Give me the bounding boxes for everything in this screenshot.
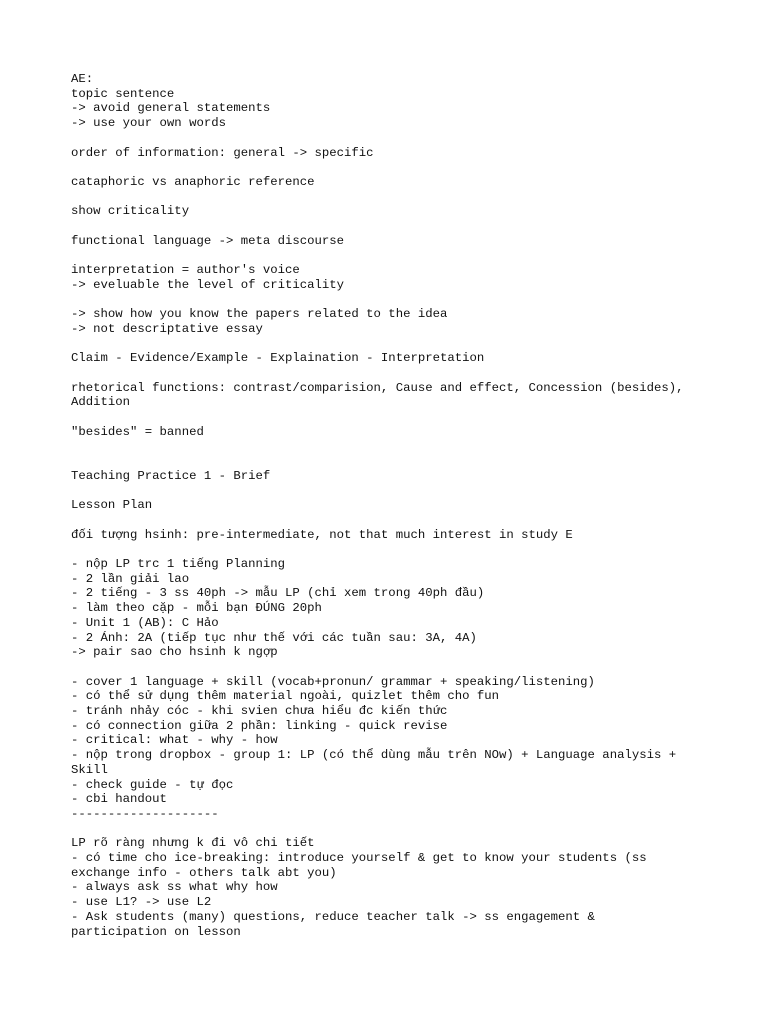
text-line: rhetorical functions: contrast/comparision, Cause and effect, Concession (besides), bbox=[71, 380, 684, 395]
blank-line bbox=[71, 513, 711, 528]
blank-line bbox=[71, 160, 711, 175]
blank-line bbox=[71, 337, 711, 352]
text-line: Addition bbox=[71, 395, 131, 410]
blank-line bbox=[71, 542, 711, 557]
text-line: order of information: general -> specific bbox=[71, 145, 374, 160]
blank-line bbox=[71, 822, 711, 837]
list-item: Skill bbox=[71, 762, 108, 777]
list-item: - use L1? -> use L2 bbox=[71, 895, 212, 910]
text-line: topic sentence bbox=[71, 86, 175, 101]
list-item: exchange info - others talk abt you) bbox=[71, 865, 337, 880]
list-item: - có connection giữa 2 phần: linking - quick revise bbox=[71, 718, 448, 733]
text-line: "besides" = banned bbox=[71, 424, 204, 439]
blank-line bbox=[71, 190, 711, 205]
text-line: Claim - Evidence/Example - Explaination - Interpretation bbox=[71, 351, 485, 366]
list-item: -> pair sao cho hsinh k ngợp bbox=[71, 645, 278, 660]
list-item: - Ask students (many) questions, reduce teacher talk -> ss engagement & bbox=[71, 909, 595, 924]
text-line: -> show how you know the papers related to the idea bbox=[71, 307, 448, 322]
blank-line bbox=[71, 484, 711, 499]
list-item: - 2 tiếng - 3 ss 40ph -> mẫu LP (chỉ xem trong 40ph đầu) bbox=[71, 586, 485, 601]
text-line: interpretation = author's voice bbox=[71, 263, 300, 278]
list-item: - có thể sử dụng thêm material ngoài, quizlet thêm cho fun bbox=[71, 689, 500, 704]
text-line: -> eveluable the level of criticality bbox=[71, 277, 345, 292]
text-line: AE: bbox=[71, 72, 94, 86]
list-item: - always ask ss what why how bbox=[71, 880, 278, 895]
blank-line bbox=[71, 439, 711, 454]
divider-line: -------------------- bbox=[71, 806, 219, 821]
document-page bbox=[71, 72, 711, 939]
blank-line bbox=[71, 454, 711, 469]
list-item: - 2 Ánh: 2A (tiếp tục như thế với các tuần sau: 3A, 4A) bbox=[71, 630, 477, 645]
text-line: functional language -> meta discourse bbox=[71, 233, 345, 248]
blank-line bbox=[71, 410, 711, 425]
blank-line bbox=[71, 131, 711, 146]
text-line: LP rõ ràng nhưng k đi vô chi tiết bbox=[71, 836, 315, 851]
text-line: -> not descriptative essay bbox=[71, 321, 263, 336]
list-item: - tránh nhảy cóc - khi svien chưa hiểu đc kiến thức bbox=[71, 704, 448, 718]
list-item: - làm theo cặp - mỗi bạn ĐÚNG 20ph bbox=[71, 601, 322, 616]
list-item: participation on lesson bbox=[71, 924, 241, 939]
list-item: - Unit 1 (AB): C Hảo bbox=[71, 615, 219, 630]
list-item: - check guide - tự đọc bbox=[71, 777, 234, 792]
blank-line bbox=[71, 248, 711, 263]
blank-line bbox=[71, 292, 711, 307]
list-item: - critical: what - why - how bbox=[71, 733, 278, 748]
text-line: -> avoid general statements bbox=[71, 101, 271, 116]
section-heading: Teaching Practice 1 - Brief bbox=[71, 468, 271, 483]
text-line: đối tượng hsinh: pre-intermediate, not that much interest in study E bbox=[71, 527, 573, 542]
text-line: cataphoric vs anaphoric reference bbox=[71, 174, 315, 189]
list-item: - có time cho ice-breaking: introduce yourself & get to know your students (ss bbox=[71, 851, 647, 866]
blank-line bbox=[71, 366, 711, 381]
list-item: - nộp trong dropbox - group 1: LP (có thể dùng mẫu trên NOw) + Language analysis + bbox=[71, 748, 677, 763]
list-item: - cbi handout bbox=[71, 792, 167, 807]
text-line: -> use your own words bbox=[71, 116, 226, 131]
blank-line bbox=[71, 660, 711, 675]
section-heading: Lesson Plan bbox=[71, 498, 153, 513]
blank-line bbox=[71, 219, 711, 234]
text-line: show criticality bbox=[71, 204, 190, 219]
list-item: - cover 1 language + skill (vocab+pronun/ grammar + speaking/listening) bbox=[71, 674, 595, 689]
list-item: - 2 lần giải lao bbox=[71, 571, 190, 586]
list-item: - nộp LP trc 1 tiếng Planning bbox=[71, 556, 286, 571]
